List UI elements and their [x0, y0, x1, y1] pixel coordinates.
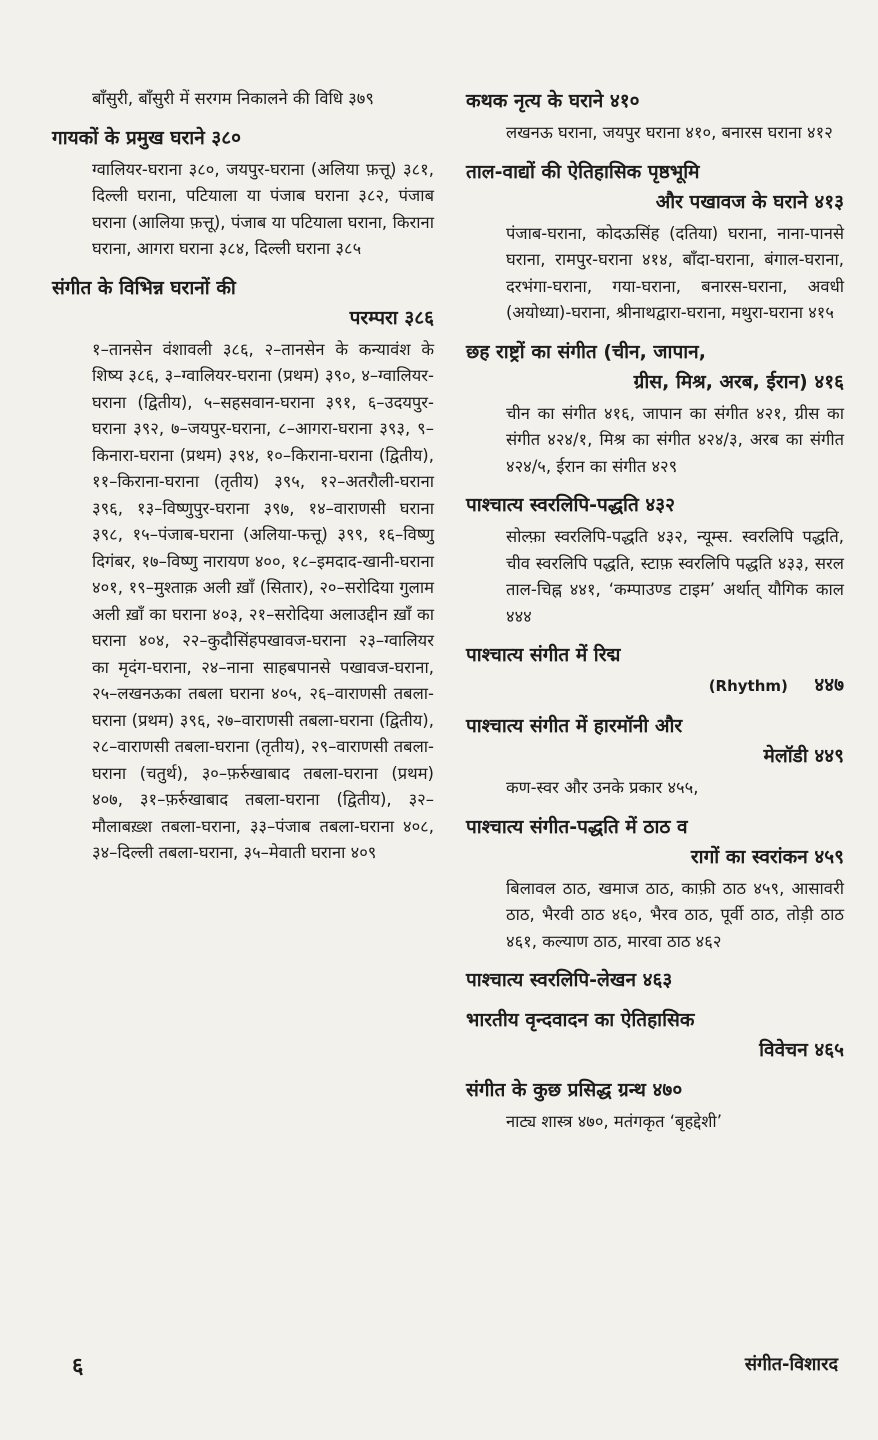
book-title-footer: संगीत-विशारद [744, 1354, 838, 1375]
toc-body: लखनऊ घराना, जयपुर घराना ४१०, बनारस घराना ४१२ [506, 123, 833, 142]
toc-entry [466, 1075, 844, 1136]
toc-heading-line2: परम्परा ३८६ [349, 306, 434, 329]
toc-page-number: ४४७ [814, 674, 844, 696]
toc-entry [466, 965, 844, 995]
toc-body: कण-स्वर और उनके प्रकार ४५५, [506, 778, 699, 797]
toc-heading-line2: और पखावज के घराने ४१३ [655, 190, 844, 213]
toc-heading-line2: रागों का स्वरांकन ४५९ [690, 845, 844, 868]
toc-heading-line1: भारतीय वृन्दवादन का ऐतिहासिक [466, 1009, 695, 1031]
toc-body: चीन का संगीत ४१६, जापान का संगीत ४२१, ग्रीस का संगीत ४२४/१, मिश्र का संगीत ४२४/३, अरब का संगीत ४२४/५, ईरान का संगीत ४२९ [506, 403, 844, 476]
toc-heading-line2: विवेचन ४६५ [759, 1039, 844, 1061]
toc-entry [466, 157, 844, 327]
toc-heading-line2 [466, 670, 844, 701]
toc-entry [466, 711, 844, 802]
toc-entry [466, 490, 844, 630]
toc-entry [52, 273, 434, 867]
toc-body: पंजाब-घराना, कोदऊसिंह (दतिया) घराना, नाना-पानसे घराना, रामपुर-घराना ४१४, बाँदा-घराना, बंगाल-घराना, दरभंगा-घराना, गया-घराना, बनारस-घराना, अवधी (अयोध्या)-घराना, श्रीनाथद्वारा-घराना, मथुरा-घराना ४१५ [506, 223, 844, 322]
toc-heading-line2: मेलॉडी ४४९ [763, 745, 844, 767]
toc-heading: गायकों के प्रमुख घराने ३८० [52, 126, 242, 149]
toc-entry [466, 337, 844, 481]
page-number: ६ [72, 1354, 84, 1379]
left-column [52, 86, 434, 877]
left-continuation: बाँसुरी, बाँसुरी में सरगम निकालने की विधि ३७९ [92, 89, 374, 108]
toc-heading-line2: ग्रीस, मिश्र, अरब, ईरान) ४१६ [633, 370, 844, 393]
toc-body: ग्वालियर-घराना ३८०, जयपुर-घराना (अलिया फ़त्तू) ३८१, दिल्ली घराना, पटियाला या पंजाब घराना ३८२, पंजाब घराना (आलिया फ़त्तू), पंजाब या पटियाला घराना, किराना घराना, आगरा घराना ३८४, दिल्ली घराना ३८५ [92, 159, 434, 258]
toc-heading-line1: ताल-वाद्यों की ऐतिहासिक पृष्ठभूमि [466, 160, 700, 183]
toc-heading-line1: पाश्चात्य संगीत-पद्धति में ठाठ व [466, 815, 688, 838]
rhythm-english-label: (Rhythm) [708, 677, 788, 695]
toc-heading: कथक नृत्य के घराने ४१० [466, 90, 640, 112]
toc-entry [466, 812, 844, 956]
toc-entry [466, 1005, 844, 1065]
toc-heading: पाश्चात्य संगीत में रिद्म [466, 644, 621, 666]
toc-body: बिलावल ठाठ, खमाज ठाठ, काफ़ी ठाठ ४५९, आसावरी ठाठ, भैरवी ठाठ ४६०, भैरव ठाठ, पूर्वी ठाठ, तोड़ी ठाठ ४६१, कल्याण ठाठ, मारवा ठाठ ४६२ [506, 878, 844, 951]
toc-heading: संगीत के कुछ प्रसिद्ध ग्रन्थ ४७० [466, 1079, 683, 1101]
toc-body: १–तानसेन वंशावली ३८६, २–तानसेन के कन्यावंश के शिष्य ३८६, ३–ग्वालियर-घराना (प्रथम) ३९०, ४–ग्वालियर-घराना (द्वितीय), ५–सहसवान-घराना ३९१, ६–उदयपुर-घराना ३९२, ७–जयपुर-घराना, ८–आगरा-घराना ३९३, ९–किनारा-घराना (प्रथम) ३९४, १०–किराना-घराना (द्वितीय), ११–किराना-घराना (तृतीय) ३९५, १२–अतरौली-घराना ३९६, १३–विष्णुपुर-घराना ३९७, १४–वाराणसी घराना ३९८, १५–पंजाब-घराना (अलिया-फत्तू) ३९९, १६–विष्णु दिगंबर, १७–विष्णु नारायण ४००, १८–इमदाद-खानी-घराना ४०१, १९–मुश्ताक़ अली ख़ाँ (सितार), २०–सरोदिया गुलाम अली ख़ाँ का घराना ४०३, २१–सरोदिया अलाउद्दीन ख़ाँ का घराना ४०४, २२–कुदौसिंहपखावज-घराना २३–ग्वालियर का मृदंग-घराना, २४–नाना साहबपानसे पखावज-घराना, २५–लखनऊका तबला घराना ४०५, २६–वाराणसी तबला-घराना (प्रथम) ३९६, २७–वाराणसी तबला-घराना (द्वितीय), २८–वाराणसी तबला-घराना (तृतीय), २९–वाराणसी तबला-घराना (चतुर्थ), ३०–फ़र्रुखाबाद तबला-घराना (प्रथम) ४०७, ३१–फ़र्रुखाबाद तबला-घराना (द्वितीय), ३२–मौलाबख़्श तबला-घराना, ३३–पंजाब तबला-घराना ४०८, ३४–दिल्ली तबला-घराना, ३५–मेवाती घराना ४०९ [92, 339, 434, 862]
toc-heading-line1: पाश्चात्य संगीत में हारमॉनी और [466, 715, 683, 737]
toc-heading-line1: छह राष्ट्रों का संगीत (चीन, जापान, [466, 340, 706, 363]
right-column [466, 86, 844, 1146]
toc-heading: पाश्चात्य स्वरलिपि-पद्धति ४३२ [466, 494, 676, 516]
toc-body: सोल्फ़ा स्वरलिपि-पद्धति ४३२, न्यूम्स. स्वरलिपि पद्धति, चीव स्वरलिपि पद्धति, स्टाफ़ स्वरलिपि पद्धति ४३३, सरल ताल-चिह्न ४४१, ‘कम्पाउण्ड टाइम’ अर्थात् यौगिक काल ४४४ [506, 527, 844, 626]
toc-entry [52, 123, 434, 263]
toc-entry [466, 86, 844, 147]
toc-entry [466, 640, 844, 701]
toc-heading: पाश्चात्य स्वरलिपि-लेखन ४६३ [466, 969, 673, 991]
toc-body: नाट्य शास्त्र ४७०, मतंगकृत ‘बृहद्देशी’ [506, 1112, 722, 1131]
toc-heading-line1: संगीत के विभिन्न घरानों की [52, 276, 236, 299]
